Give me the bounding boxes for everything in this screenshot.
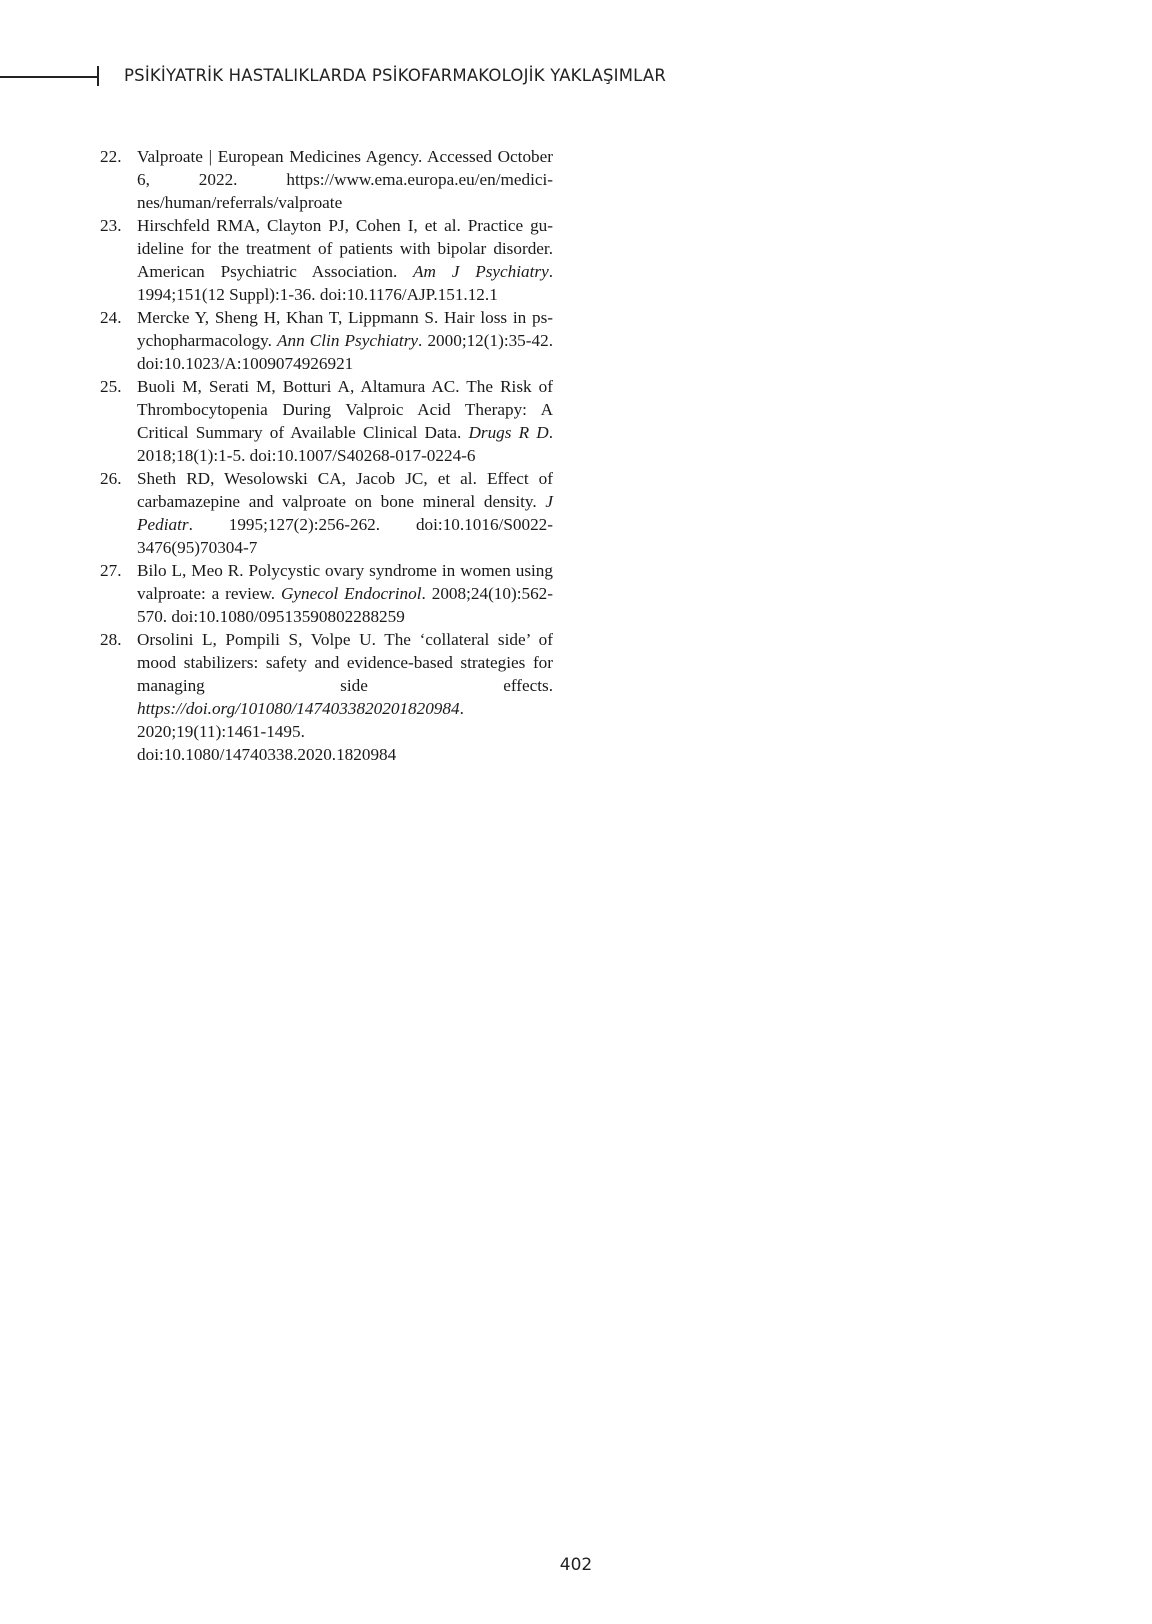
reference-item (100, 306, 553, 375)
reference-number: 26. (100, 469, 122, 488)
reference-segment: Mercke Y, Sheng H, Khan T, Lippmann S. Hair loss in psychopharmacology. (137, 308, 553, 350)
reference-number: 27. (100, 561, 122, 580)
reference-number: 22. (100, 147, 122, 166)
reference-list (100, 145, 553, 766)
reference-segment: Sheth RD, Wesolowski CA, Jacob JC, et al. Effect of carbamazepine and valproate on bone mineral density. (137, 469, 553, 511)
reference-text (137, 628, 553, 766)
reference-journal: J Pediatr (137, 492, 553, 534)
reference-item (100, 214, 553, 306)
header-rule-tick (97, 66, 99, 86)
reference-journal: Am J Psychiatry (413, 262, 549, 281)
reference-journal: Ann Clin Psychiatry (277, 331, 419, 350)
reference-segment: . 2018;18(1):1-5. doi:10.1007/S40268-017-0224-6 (137, 423, 553, 465)
reference-journal: Gynecol Endocrinol (281, 584, 422, 603)
page-number: 402 (559, 1555, 593, 1575)
reference-text (137, 214, 553, 306)
reference-number: 24. (100, 308, 122, 327)
reference-journal: Drugs R D (468, 423, 549, 442)
reference-segment: Hirschfeld RMA, Clayton PJ, Cohen I, et al. Practice guideline for the treatment of patients with bipolar disorder. American Psychiatric Association. (137, 216, 553, 281)
reference-item (100, 145, 553, 214)
reference-segment: Buoli M, Serati M, Botturi A, Altamura AC. The Risk of Thrombocytopenia During Valproic Acid Therapy: A Critical Summary of Available Clinical Data. (137, 377, 553, 442)
running-header-title: PSİKİYATRİK HASTALIKLARDA PSİKOFARMAKOLOJİK YAKLAŞIMLAR (124, 66, 667, 85)
reference-item (100, 559, 553, 628)
reference-journal: https://doi.org/101080/1474033820201820984 (137, 699, 460, 718)
reference-text (137, 467, 553, 559)
reference-segment: . 2008;24(10):562-570. doi:10.1080/09513590802288259 (137, 584, 553, 626)
reference-number: 25. (100, 377, 122, 396)
reference-segment: Orsolini L, Pompili S, Volpe U. The ‘collateral side’ of mood stabilizers: safety and evidence-based strategies for managing side effects. (137, 630, 553, 695)
reference-text (137, 559, 553, 628)
reference-item (100, 467, 553, 559)
header-rule (0, 76, 98, 78)
reference-segment: Valproate | European Medicines Agency. Accessed October 6, 2022. https://www.ema.europa.eu/en/medicines/human/referrals/valproate (137, 147, 553, 212)
reference-item (100, 628, 553, 766)
reference-segment: . 2000;12(1):35-42. doi:10.1023/A:1009074926921 (137, 331, 553, 373)
reference-number: 23. (100, 216, 122, 235)
reference-text (137, 306, 553, 375)
reference-number: 28. (100, 630, 122, 649)
reference-segment: . 2020;19(11):1461-1495. doi:10.1080/14740338.2020.1820984 (137, 699, 464, 764)
reference-text (137, 375, 553, 467)
reference-segment: . 1994;151(12 Suppl):1-36. doi:10.1176/AJP.151.12.1 (137, 262, 553, 304)
reference-segment: Bilo L, Meo R. Polycystic ovary syndrome in women using valproate: a review. (137, 561, 553, 603)
reference-item (100, 375, 553, 467)
reference-segment: . 1995;127(2):256-262. doi:10.1016/S0022-3476(95)70304-7 (137, 515, 553, 557)
reference-text (137, 145, 553, 214)
